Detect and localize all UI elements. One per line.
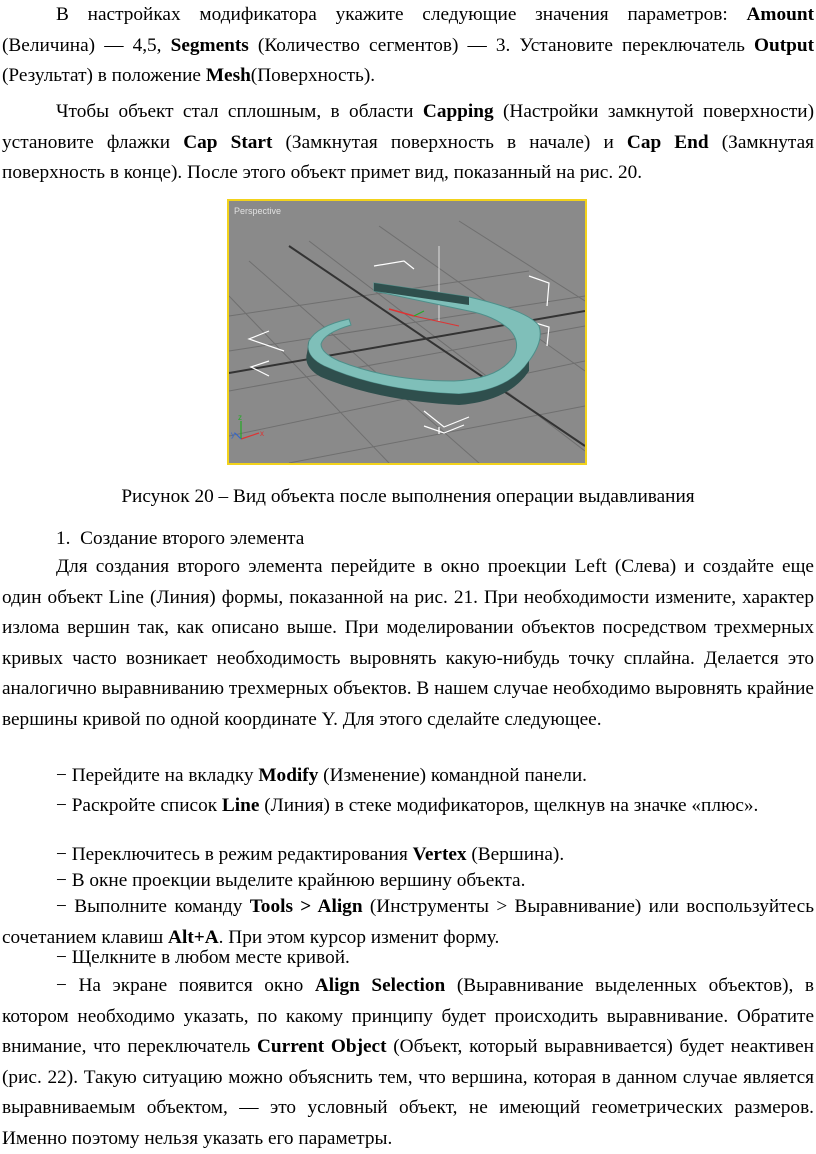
term: Alt+A <box>168 926 219 948</box>
text: Щелкните в любом месте кривой. <box>71 947 350 968</box>
figure-20-viewport <box>227 199 587 465</box>
text: (Величина) — 4,5, <box>2 34 171 56</box>
text: (Настройки замкнутой поверхности) установите флажки <box>2 101 814 153</box>
term-mesh: Mesh <box>205 65 251 86</box>
axis-y-label: y <box>231 430 235 439</box>
axis-z-label: z <box>238 413 242 422</box>
text: В окне проекции выделите крайнюю вершину объекта. <box>71 870 526 891</box>
term-cap-start: Cap Start <box>183 131 273 153</box>
text: Чтобы объект стал сплошным, в области <box>56 101 423 122</box>
text: (Поверхность). <box>250 65 376 86</box>
bullet-marker: − <box>56 795 67 816</box>
section-heading <box>56 524 796 555</box>
text: Перейдите на вкладку <box>71 765 259 786</box>
text: В настройках модификатора укажите следующие значения параметров: <box>56 4 747 25</box>
axis-x-label: x <box>260 429 264 438</box>
term: Tools > Align <box>249 896 363 917</box>
term: Modify <box>258 765 319 786</box>
term: Align Selection <box>314 975 446 996</box>
text: Раскройте список <box>71 795 222 816</box>
text: (Вершина). <box>466 844 565 865</box>
paragraph-modifier-settings <box>2 0 814 92</box>
bullet-item <box>2 761 814 792</box>
term-capping: Capping <box>422 101 494 122</box>
bullet-marker: − <box>56 870 67 891</box>
viewport-label: Perspective <box>234 206 282 216</box>
bullet-item <box>2 791 814 822</box>
text: (Линия) в стеке модификаторов, щелкнув на значке «плюс». <box>259 795 759 816</box>
paragraph-capping <box>2 97 814 189</box>
bullet-marker: − <box>56 896 67 917</box>
figure-caption: Рисунок 20 – Вид объекта после выполнения операции выдавливания <box>121 486 695 507</box>
term: Current Object <box>257 1036 387 1057</box>
text: Переключитесь в режим редактирования <box>71 844 413 865</box>
bullet-item <box>2 943 814 974</box>
bullet-marker: − <box>56 947 67 968</box>
term-cap-end: Cap End <box>626 131 709 153</box>
paragraph-second-element: Для создания второго элемента перейдите в окно проекции Left (Слева) и создайте еще один объект Line (Линия) формы, показанной на рис. 21. При необходимости измените, характер излома вершин так, как описано выше. При моделировании объектов посредством трехмерных кривых часто возникает необходимость выровнять какую-нибудь точку сплайна. Делается это аналогично выравниванию трехмерных объектов. В нашем случае необходимо выровнять крайние вершины кривой по одной координате Y. Для этого сделайте следующее. <box>2 556 814 730</box>
term-output: Output <box>753 34 814 56</box>
text: Выполните команду <box>74 896 250 917</box>
heading-text: Создание второго элемента <box>80 528 305 549</box>
term: Vertex <box>412 844 467 865</box>
text: На экране появится окно <box>78 975 315 996</box>
term: Line <box>221 795 260 816</box>
perspective-viewport-render <box>229 201 585 463</box>
text: (Инструменты > Выравнивание) или воспользуйтесь сочетанием клавиш <box>2 896 815 948</box>
text: (Замкнутая поверхность в конце). После этого объект примет вид, показанный на рис. 20. <box>2 131 814 183</box>
heading-number: 1. <box>56 528 71 549</box>
bullet-marker: − <box>56 765 67 786</box>
term-segments: Segments <box>170 34 249 56</box>
text: (Замкнутая поверхность в начале) и <box>272 131 627 153</box>
text: . При этом курсор изменит форму. <box>218 926 500 948</box>
bullet-item <box>2 971 814 1154</box>
text: (Выравнивание выделенных объектов), в котором необходимо указать, по какому принципу будет происходить выравнивание. Обратите внимание, что переключатель <box>2 975 815 1057</box>
text: (Объект, который выравнивается) будет неактивен (рис. 22). Такую ситуацию можно объяснить тем, что вершина, которая в данном случае является выравниваемым объектом, — это условный объект, не имеющий геометрических размеров. Именно поэтому нельзя указать его параметры. <box>2 1036 814 1149</box>
term-amount: Amount <box>746 4 814 25</box>
text: (Количество сегментов) — 3. Установите переключатель <box>248 34 754 56</box>
bullet-marker: − <box>56 844 67 865</box>
text: (Результат) в положение <box>2 65 206 86</box>
text: (Изменение) командной панели. <box>318 765 587 786</box>
bullet-marker: − <box>56 975 67 996</box>
